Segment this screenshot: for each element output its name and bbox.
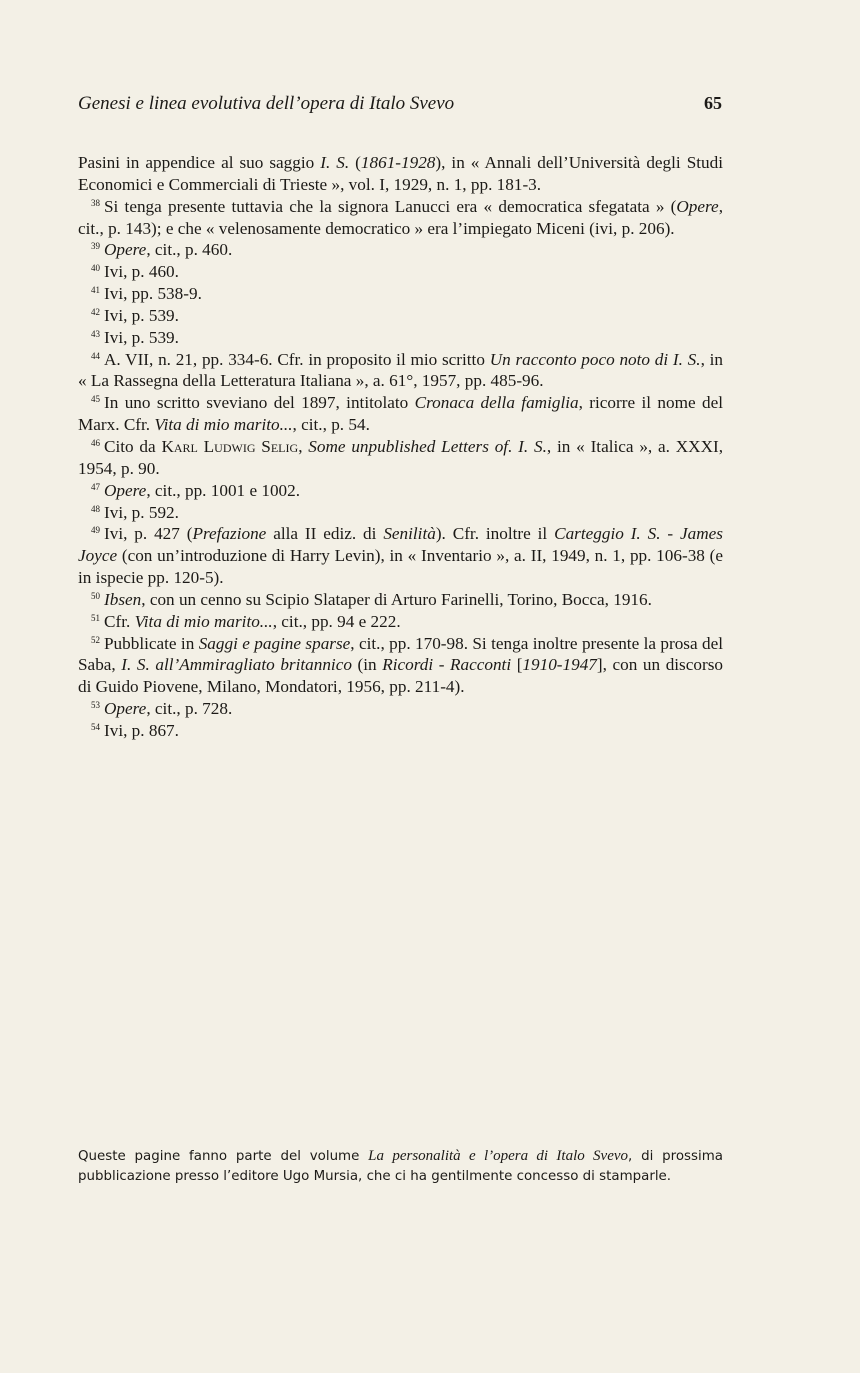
italic-text: Some unpublished Letters of. I. S. [308, 436, 547, 456]
text-run: , in « Italica », a. XXXI, 1954, p. 90. [78, 436, 724, 478]
footnote-number: 53 [91, 700, 100, 711]
italic-text: Opere [104, 480, 147, 500]
footnote-39 [78, 239, 723, 261]
italic-text: Vita di mio marito... [134, 611, 273, 631]
footnote-number: 46 [91, 437, 100, 448]
footnote-number: 48 [91, 503, 100, 514]
text-run: (in [351, 655, 383, 675]
running-head-title: Genesi e linea evolutiva dell’opera di Italo Svevo [78, 93, 455, 114]
text-run: Ivi, p. 539. [104, 305, 179, 325]
text-run: [ [511, 655, 523, 675]
italic-text: 1861-1928 [360, 153, 436, 172]
footnote-number: 39 [91, 241, 100, 252]
footnote-48 [78, 502, 723, 524]
text-run: , ricorre il nome del Marx. Cfr. [78, 393, 724, 435]
footnote-49 [78, 523, 723, 589]
italic-text: Opere [104, 699, 147, 719]
text-run: Ivi, p. 592. [104, 502, 179, 522]
italic-text: Ricordi - Racconti [382, 655, 512, 675]
footnote-number: 43 [91, 328, 100, 339]
text-run: Ivi, p. 427 ( [104, 524, 193, 544]
text-run: , cit., p. 728. [146, 699, 233, 719]
text-run: ( [349, 153, 361, 172]
footnote-continuation [78, 152, 723, 196]
text-run: Ivi, p. 867. [104, 720, 179, 740]
footnote-54 [78, 720, 723, 742]
footnote-50 [78, 589, 723, 611]
italic-text: Saggi e pagine sparse [198, 633, 351, 653]
italic-text: Carteggio I. S. - James Joyce [78, 524, 723, 566]
text-run: Pasini in appendice al suo saggio [78, 153, 321, 172]
italic-text: La personalità e l’opera di Italo Svevo [368, 1148, 629, 1164]
text-run: Ivi, p. 539. [104, 327, 179, 347]
running-head [78, 93, 722, 119]
italic-text: Ibsen [104, 589, 142, 609]
text-run: , cit., p. 460. [146, 240, 233, 260]
footnote-number: 52 [91, 634, 100, 645]
text-run: ). Cfr. inoltre il [435, 524, 555, 544]
italic-text: Senilità [383, 524, 436, 544]
footnote-number: 38 [91, 197, 100, 208]
footnote-number: 49 [91, 525, 100, 536]
footnote-number: 44 [91, 350, 100, 361]
footnote-38 [78, 196, 723, 240]
footnote-43 [78, 327, 723, 349]
text-run: Pubblicate in [104, 633, 199, 653]
footnote-53 [78, 698, 723, 720]
text-run: ], con un discorso di Guido Piovene, Milano, Mondatori, 1956, pp. 211-4). [78, 655, 723, 697]
text-run: Si tenga presente tuttavia che la signora Lanucci era « democratica sfegatata » ( [104, 196, 677, 216]
italic-text: I. S. all’Ammiragliato britannico [121, 655, 352, 675]
italic-text: Prefazione [192, 524, 267, 544]
italic-text: Un racconto poco noto di I. S. [489, 349, 701, 369]
footnote-44 [78, 349, 723, 393]
footnote-41 [78, 283, 723, 305]
footnote-number: 54 [91, 721, 100, 732]
footnote-46 [78, 436, 723, 480]
text-run: (con un’introduzione di Harry Levin), in « Inventario », a. II, 1949, n. 1, pp. 106-38 (e in ispecie pp. 120-5). [78, 546, 723, 588]
text-run: , di prossima pubblicazione presso l’editore Ugo Mursia, che ci ha gentilmente concesso di stamparle. [78, 1149, 723, 1184]
text-run: , in « La Rassegna della Letteratura Italiana », a. 61°, 1957, pp. 485-96. [78, 349, 723, 391]
footnote-51 [78, 611, 723, 633]
italic-text: 1910-1947 [522, 655, 597, 675]
text-run: , cit., p. 143); e che « velenosamente democratico » era l’impiegato Miceni (ivi, p. 206). [78, 196, 723, 238]
text-run: , con un cenno su Scipio Slataper di Arturo Farinelli, Torino, Bocca, 1916. [141, 589, 652, 609]
italic-text: Opere [104, 240, 147, 260]
text-run: , cit., pp. 170-98. Si tenga inoltre presente la prosa del Saba, [78, 633, 723, 675]
footnote-45 [78, 392, 723, 436]
footnotes [78, 152, 723, 742]
small-caps-text: Karl Ludwig Selig [161, 436, 299, 456]
footnote-number: 51 [91, 612, 100, 623]
text-run: In uno scritto sveviano del 1897, intitolato [104, 393, 415, 413]
text-run: A. VII, n. 21, pp. 334-6. Cfr. in proposito il mio scritto [104, 349, 490, 369]
footnote-number: 41 [91, 285, 100, 296]
text-run: Queste pagine fanno parte del volume [78, 1149, 369, 1164]
text-run: Ivi, p. 460. [104, 262, 179, 282]
text-run: Ivi, pp. 538-9. [104, 284, 202, 304]
text-run: , cit., pp. 1001 e 1002. [146, 480, 301, 500]
footnote-number: 50 [91, 590, 100, 601]
footnote-47 [78, 480, 723, 502]
footnote-42 [78, 305, 723, 327]
text-run: , cit., pp. 94 e 222. [272, 611, 401, 631]
italic-text: Opere [676, 196, 719, 216]
text-run: Cfr. [104, 611, 135, 631]
text-run: ), in « Annali dell’Università degli Studi Economici e Commerciali di Trieste », vol. I, 1929, n. 1, pp. 181-3. [78, 153, 723, 194]
italic-text: Vita di mio marito... [154, 415, 293, 435]
footnote-number: 45 [91, 394, 100, 405]
footnote-number: 42 [91, 306, 100, 317]
text-run: , cit., p. 54. [292, 415, 370, 435]
page-number: 65 [704, 93, 722, 113]
publication-credit-note [78, 1146, 723, 1187]
text-run: alla II ediz. di [266, 524, 384, 544]
italic-text: Cronaca della famiglia [414, 393, 579, 413]
footnote-number: 40 [91, 263, 100, 274]
italic-text: I. S. [320, 153, 350, 172]
text-run: Cito da [104, 436, 162, 456]
footnote-number: 47 [91, 481, 100, 492]
footnote-40 [78, 261, 723, 283]
text-run: , [298, 436, 309, 456]
footnote-52 [78, 633, 723, 699]
